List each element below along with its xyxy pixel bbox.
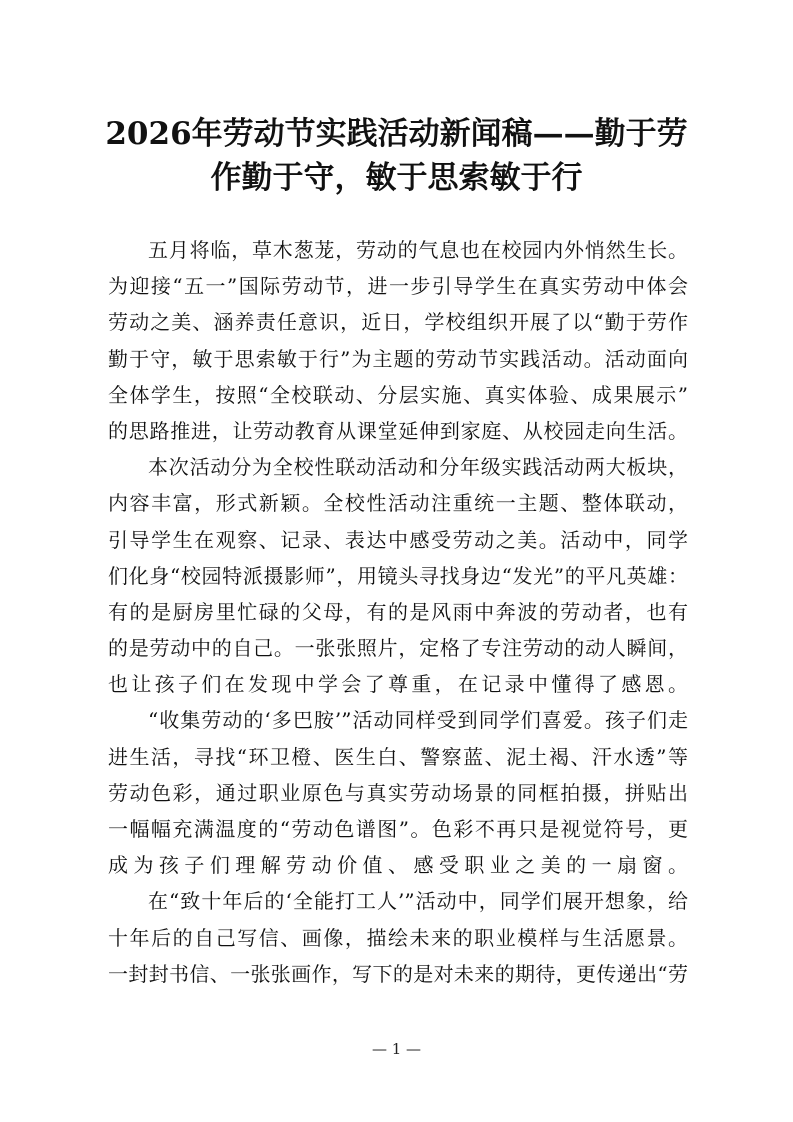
text-line: 为迎接“五一”国际劳动节，进一步引导学生在真实劳动中体会 bbox=[108, 274, 688, 299]
text-line: 成为孩子们理解劳动价值、感受职业之美的一扇窗。 bbox=[108, 853, 688, 878]
text-line: 的思路推进，让劳动教育从课堂延伸到家庭、从校园走向生活。 bbox=[108, 418, 688, 443]
text-line: 们化身“校园特派摄影师”，用镜头寻找身边“发光”的平凡英雄： bbox=[108, 563, 688, 588]
text-line: 五月将临，草木葱茏，劳动的气息也在校园内外悄然生长。 bbox=[148, 238, 688, 262]
text-line: 全体学生，按照“全校联动、分层实施、真实体验、成果展示” bbox=[108, 382, 688, 407]
page-number: — 1 — bbox=[371, 1040, 422, 1058]
text-line: 勤于守，敏于思索敏于行”为主题的劳动节实践活动。活动面向 bbox=[108, 346, 688, 371]
text-line: “收集劳动的‘多巴胺’”活动同样受到同学们喜爱。孩子们走 bbox=[148, 708, 688, 733]
text-line: 有的是厨房里忙碌的父母，有的是风雨中奔波的劳动者，也有 bbox=[108, 599, 688, 624]
text-line: 在“致十年后的‘全能打工人’”活动中，同学们展开想象，给 bbox=[148, 889, 688, 914]
text-line: 也让孩子们在发现中学会了尊重，在记录中懂得了感恩。 bbox=[108, 672, 688, 697]
document-body bbox=[108, 232, 688, 992]
paragraph-4 bbox=[108, 883, 688, 992]
text-line: 的是劳动中的自己。一张张照片，定格了专注劳动的动人瞬间， bbox=[108, 636, 688, 661]
text-line: 本次活动分为全校性联动活动和分年级实践活动两大板块， bbox=[148, 455, 688, 480]
document-title bbox=[100, 112, 693, 200]
text-line: 引导学生在观察、记录、表达中感受劳动之美。活动中，同学 bbox=[108, 527, 688, 552]
text-line: 劳动色彩，通过职业原色与真实劳动场景的同框拍摄，拼贴出 bbox=[108, 780, 688, 805]
title-line: 2026年劳动节实践活动新闻稿——勤于劳 bbox=[105, 116, 688, 152]
paragraph-3 bbox=[108, 702, 688, 883]
text-line: 一幅幅充满温度的“劳动色谱图”。色彩不再只是视觉符号，更 bbox=[108, 817, 688, 841]
title-line: 作勤于守，敏于思索敏于行 bbox=[210, 160, 583, 196]
text-line: 一封封书信、一张张画作，写下的是对未来的期待，更传递出“劳 bbox=[108, 961, 688, 986]
text-line: 内容丰富，形式新颖。全校性活动注重统一主题、整体联动， bbox=[108, 491, 688, 516]
paragraph-1 bbox=[108, 232, 688, 449]
paragraph-2 bbox=[108, 449, 688, 702]
text-line: 进生活，寻找“环卫橙、医生白、警察蓝、泥土褐、汗水透”等 bbox=[108, 744, 688, 769]
text-line: 十年后的自己写信、画像，描绘未来的职业模样与生活愿景。 bbox=[108, 925, 688, 950]
text-line: 劳动之美、涵养责任意识，近日，学校组织开展了以“勤于劳作 bbox=[108, 310, 688, 335]
